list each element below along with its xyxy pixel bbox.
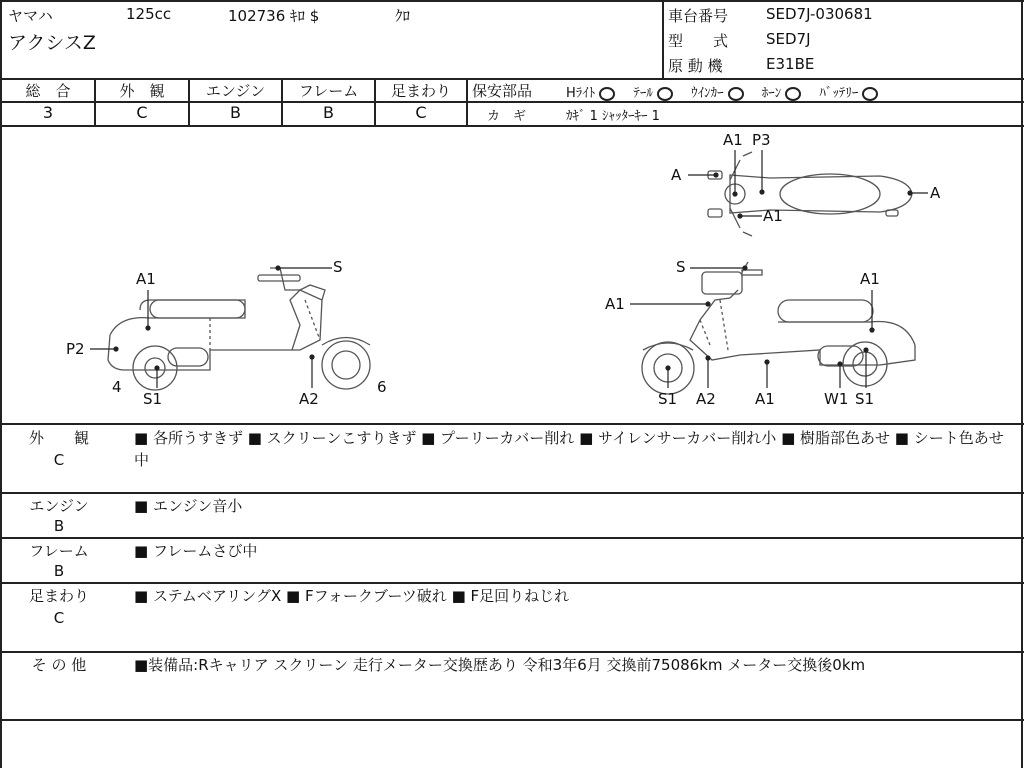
damage-label: A1 bbox=[763, 207, 783, 225]
grade-header-exterior: 外 観 bbox=[119, 82, 165, 100]
safety-parts-label: 保安部品 bbox=[472, 82, 533, 100]
grade-header-frame: フレーム bbox=[298, 82, 359, 100]
damage-label: S bbox=[333, 258, 343, 276]
grade-header-engine: エンジン bbox=[205, 82, 266, 100]
damage-label: S1 bbox=[658, 390, 678, 408]
ok-circle-icon bbox=[657, 87, 673, 101]
ok-circle-icon bbox=[728, 87, 744, 101]
remark-frame-grade: B bbox=[53, 562, 65, 580]
remark-exterior-text: ■ 各所うすきず ■ スクリーンこすりきず ■ プーリーカバー削れ ■ サイレンサーカバー削れ小 ■ 樹脂部色あせ ■ シート色あせ中 bbox=[134, 429, 1004, 469]
damage-label: S1 bbox=[143, 390, 163, 408]
remark-exterior-grade: C bbox=[53, 451, 65, 469]
grade-col-5 bbox=[466, 78, 468, 125]
engine-value: E31BE bbox=[766, 55, 815, 73]
remark-exterior-label: 外 観 bbox=[28, 429, 89, 447]
grade-value-suspension: C bbox=[415, 103, 427, 122]
line-remarks-1 bbox=[0, 492, 1024, 494]
remark-engine-label: エンジン bbox=[29, 497, 89, 515]
ok-circle-icon bbox=[862, 87, 878, 101]
safety-parts-list bbox=[566, 82, 878, 101]
remark-other-label: そ の 他 bbox=[31, 656, 87, 674]
line-below-diagram bbox=[0, 423, 1024, 425]
maker: ヤマハ bbox=[8, 7, 53, 25]
border-top bbox=[0, 0, 1024, 2]
grade-header-suspension: 足まわり bbox=[390, 82, 451, 100]
grade-value-frame: B bbox=[323, 103, 334, 122]
damage-label: A bbox=[930, 184, 941, 202]
damage-label: 4 bbox=[112, 378, 122, 396]
header-divider bbox=[662, 0, 664, 78]
color: ｸﾛ bbox=[395, 7, 411, 25]
damage-label: S1 bbox=[855, 390, 875, 408]
line-remarks-2 bbox=[0, 537, 1024, 539]
damage-label: A bbox=[671, 166, 682, 184]
engine-label: 原 動 機 bbox=[668, 57, 723, 75]
part-battery: ﾊﾞｯﾃﾘｰ bbox=[819, 82, 878, 101]
remark-engine-grade: B bbox=[53, 517, 65, 535]
remark-suspension-grade: C bbox=[53, 609, 65, 627]
part-taillight: ﾃｰﾙ bbox=[633, 82, 673, 101]
mileage: 102736 ｷﾛ $ bbox=[228, 7, 320, 25]
damage-label: S bbox=[676, 258, 686, 276]
line-remarks-5 bbox=[0, 719, 1024, 721]
key-label: カ ギ bbox=[487, 109, 527, 124]
scooter-top-view bbox=[708, 152, 912, 236]
damage-label: A2 bbox=[299, 390, 319, 408]
displacement: 125cc bbox=[126, 5, 172, 23]
line-remarks-4 bbox=[0, 651, 1024, 653]
damage-label: A1 bbox=[136, 270, 156, 288]
line-below-grades bbox=[0, 125, 1024, 127]
damage-label: A1 bbox=[755, 390, 775, 408]
damage-label: A1 bbox=[723, 131, 743, 149]
part-headlight: Hﾗｲﾄ bbox=[566, 82, 615, 101]
grade-value-total: 3 bbox=[42, 103, 54, 122]
grade-value-engine: B bbox=[230, 103, 241, 122]
remark-other-text: ■装備品:Rキャリア スクリーン 走行メーター交換歴あり 令和3年6月 交換前75086km メーター交換後0km bbox=[134, 656, 866, 674]
ok-circle-icon bbox=[599, 87, 615, 101]
remark-engine-text: ■ エンジン音小 bbox=[134, 497, 243, 515]
grade-header-total: 総 合 bbox=[25, 82, 71, 100]
frame-no: SED7J-030681 bbox=[766, 5, 873, 23]
key-value: ｶｷﾞ 1 ｼｬｯﾀｰｷｰ 1 bbox=[566, 109, 660, 124]
border-right bbox=[1021, 0, 1023, 768]
line-remarks-3 bbox=[0, 582, 1024, 584]
ok-circle-icon bbox=[785, 87, 801, 101]
frame-no-label: 車台番号 bbox=[668, 7, 729, 25]
damage-label: 6 bbox=[377, 378, 387, 396]
damage-label: P2 bbox=[66, 340, 85, 358]
remark-suspension-text: ■ ステムベアリングX ■ Fフォークブーツ破れ ■ F足回りねじれ bbox=[134, 587, 570, 605]
type-label: 型 式 bbox=[668, 32, 729, 50]
damage-label: A1 bbox=[605, 295, 625, 313]
remark-suspension-label: 足まわり bbox=[28, 587, 89, 605]
damage-label: P3 bbox=[752, 131, 771, 149]
remark-frame-label: フレーム bbox=[29, 542, 89, 560]
part-horn: ﾎｰﾝ bbox=[762, 82, 802, 101]
remark-frame-text: ■ フレームさび中 bbox=[134, 542, 258, 560]
grade-value-exterior: C bbox=[136, 103, 148, 122]
damage-label: W1 bbox=[824, 390, 849, 408]
model-name: アクシスZ bbox=[8, 32, 96, 54]
part-winker: ｳｲﾝｶｰ bbox=[691, 82, 744, 101]
damage-label: A1 bbox=[860, 270, 880, 288]
damage-label: A2 bbox=[696, 390, 716, 408]
type-value: SED7J bbox=[766, 30, 811, 48]
